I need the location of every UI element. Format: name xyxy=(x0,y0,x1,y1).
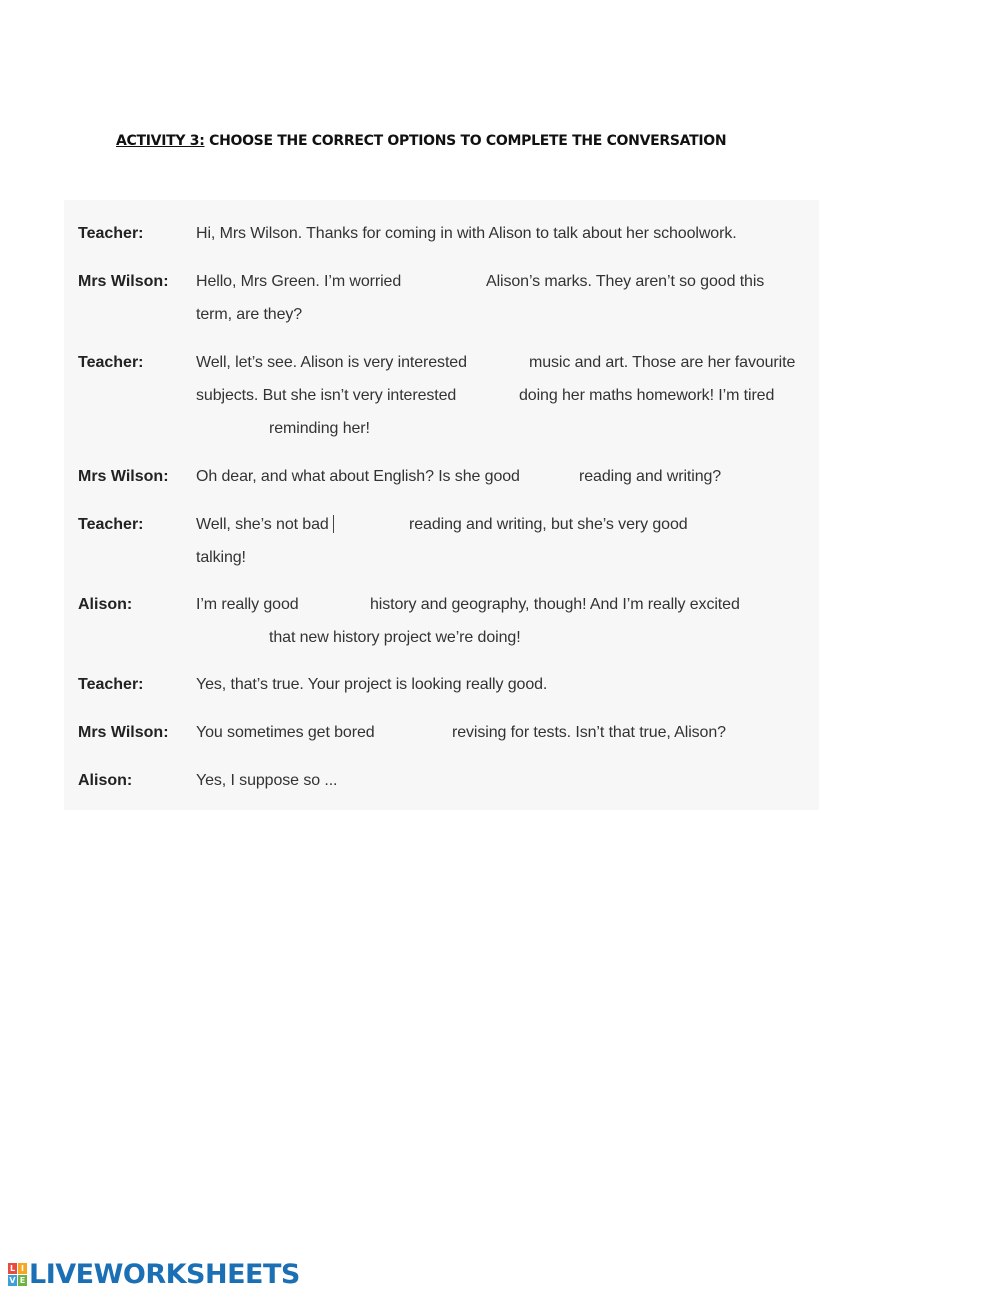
logo-letter: L xyxy=(9,1264,16,1273)
conversation-panel xyxy=(64,200,819,810)
speaker-label: Teacher: xyxy=(78,676,144,693)
speaker-label: Alison: xyxy=(78,596,133,613)
liveworksheets-logo[interactable] xyxy=(8,1259,300,1290)
dialogue-text: music and art. Those are her favourite xyxy=(529,354,796,371)
dialogue-text: history and geography, though! And I’m really excited xyxy=(370,596,740,613)
dialogue-text: Hello, Mrs Green. I’m worried xyxy=(196,273,402,290)
speaker-label: Teacher: xyxy=(78,354,144,371)
dialogue-text: Well, let’s see. Alison is very interested xyxy=(196,354,467,371)
dialogue-text: You sometimes get bored xyxy=(196,724,375,741)
dialogue-text: Hi, Mrs Wilson. Thanks for coming in with Alison to talk about her schoolwork. xyxy=(196,225,737,242)
text-caret xyxy=(333,515,334,533)
dialogue-text: reminding her! xyxy=(269,420,370,437)
speaker-label: Teacher: xyxy=(78,225,144,242)
dialogue-text: reading and writing, but she’s very good xyxy=(409,516,688,533)
logo-letter: I xyxy=(18,1263,27,1274)
speaker-label: Mrs Wilson: xyxy=(78,273,169,290)
activity-heading xyxy=(116,133,726,149)
dialogue-text: Alison’s marks. They aren’t so good this xyxy=(486,273,765,290)
speaker-label: Mrs Wilson: xyxy=(78,468,169,485)
dialogue-text: Oh dear, and what about English? Is she good xyxy=(196,468,520,485)
logo-letter: V xyxy=(9,1276,16,1285)
dialogue-text: talking! xyxy=(196,549,246,566)
dialogue-text: Yes, I suppose so ... xyxy=(196,772,338,789)
dialogue-text: subjects. But she isn’t very interested xyxy=(196,387,457,404)
speaker-label: Alison: xyxy=(78,772,133,789)
logo-letter: E xyxy=(19,1276,26,1285)
dialogue-text: reading and writing? xyxy=(579,468,722,485)
logo-mark-icon xyxy=(8,1263,27,1286)
dialogue-text: I’m really good xyxy=(196,596,299,613)
dialogue-text: revising for tests. Isn’t that true, Alison? xyxy=(452,724,726,741)
dialogue-text: Yes, that’s true. Your project is looking really good. xyxy=(196,676,548,693)
speaker-label: Teacher: xyxy=(78,516,144,533)
activity-label: ACTIVITY 3: xyxy=(116,133,205,149)
speaker-label: Mrs Wilson: xyxy=(78,724,169,741)
dialogue-text: doing her maths homework! I’m tired xyxy=(519,387,775,404)
dialogue-text: term, are they? xyxy=(196,306,303,323)
dialogue-text: Well, she’s not bad xyxy=(196,516,329,533)
logo-text: LIVEWORKSHEETS xyxy=(29,1259,300,1290)
activity-title: CHOOSE THE CORRECT OPTIONS TO COMPLETE THE CONVERSATION xyxy=(204,133,727,149)
dialogue-text: that new history project we’re doing! xyxy=(269,629,521,646)
